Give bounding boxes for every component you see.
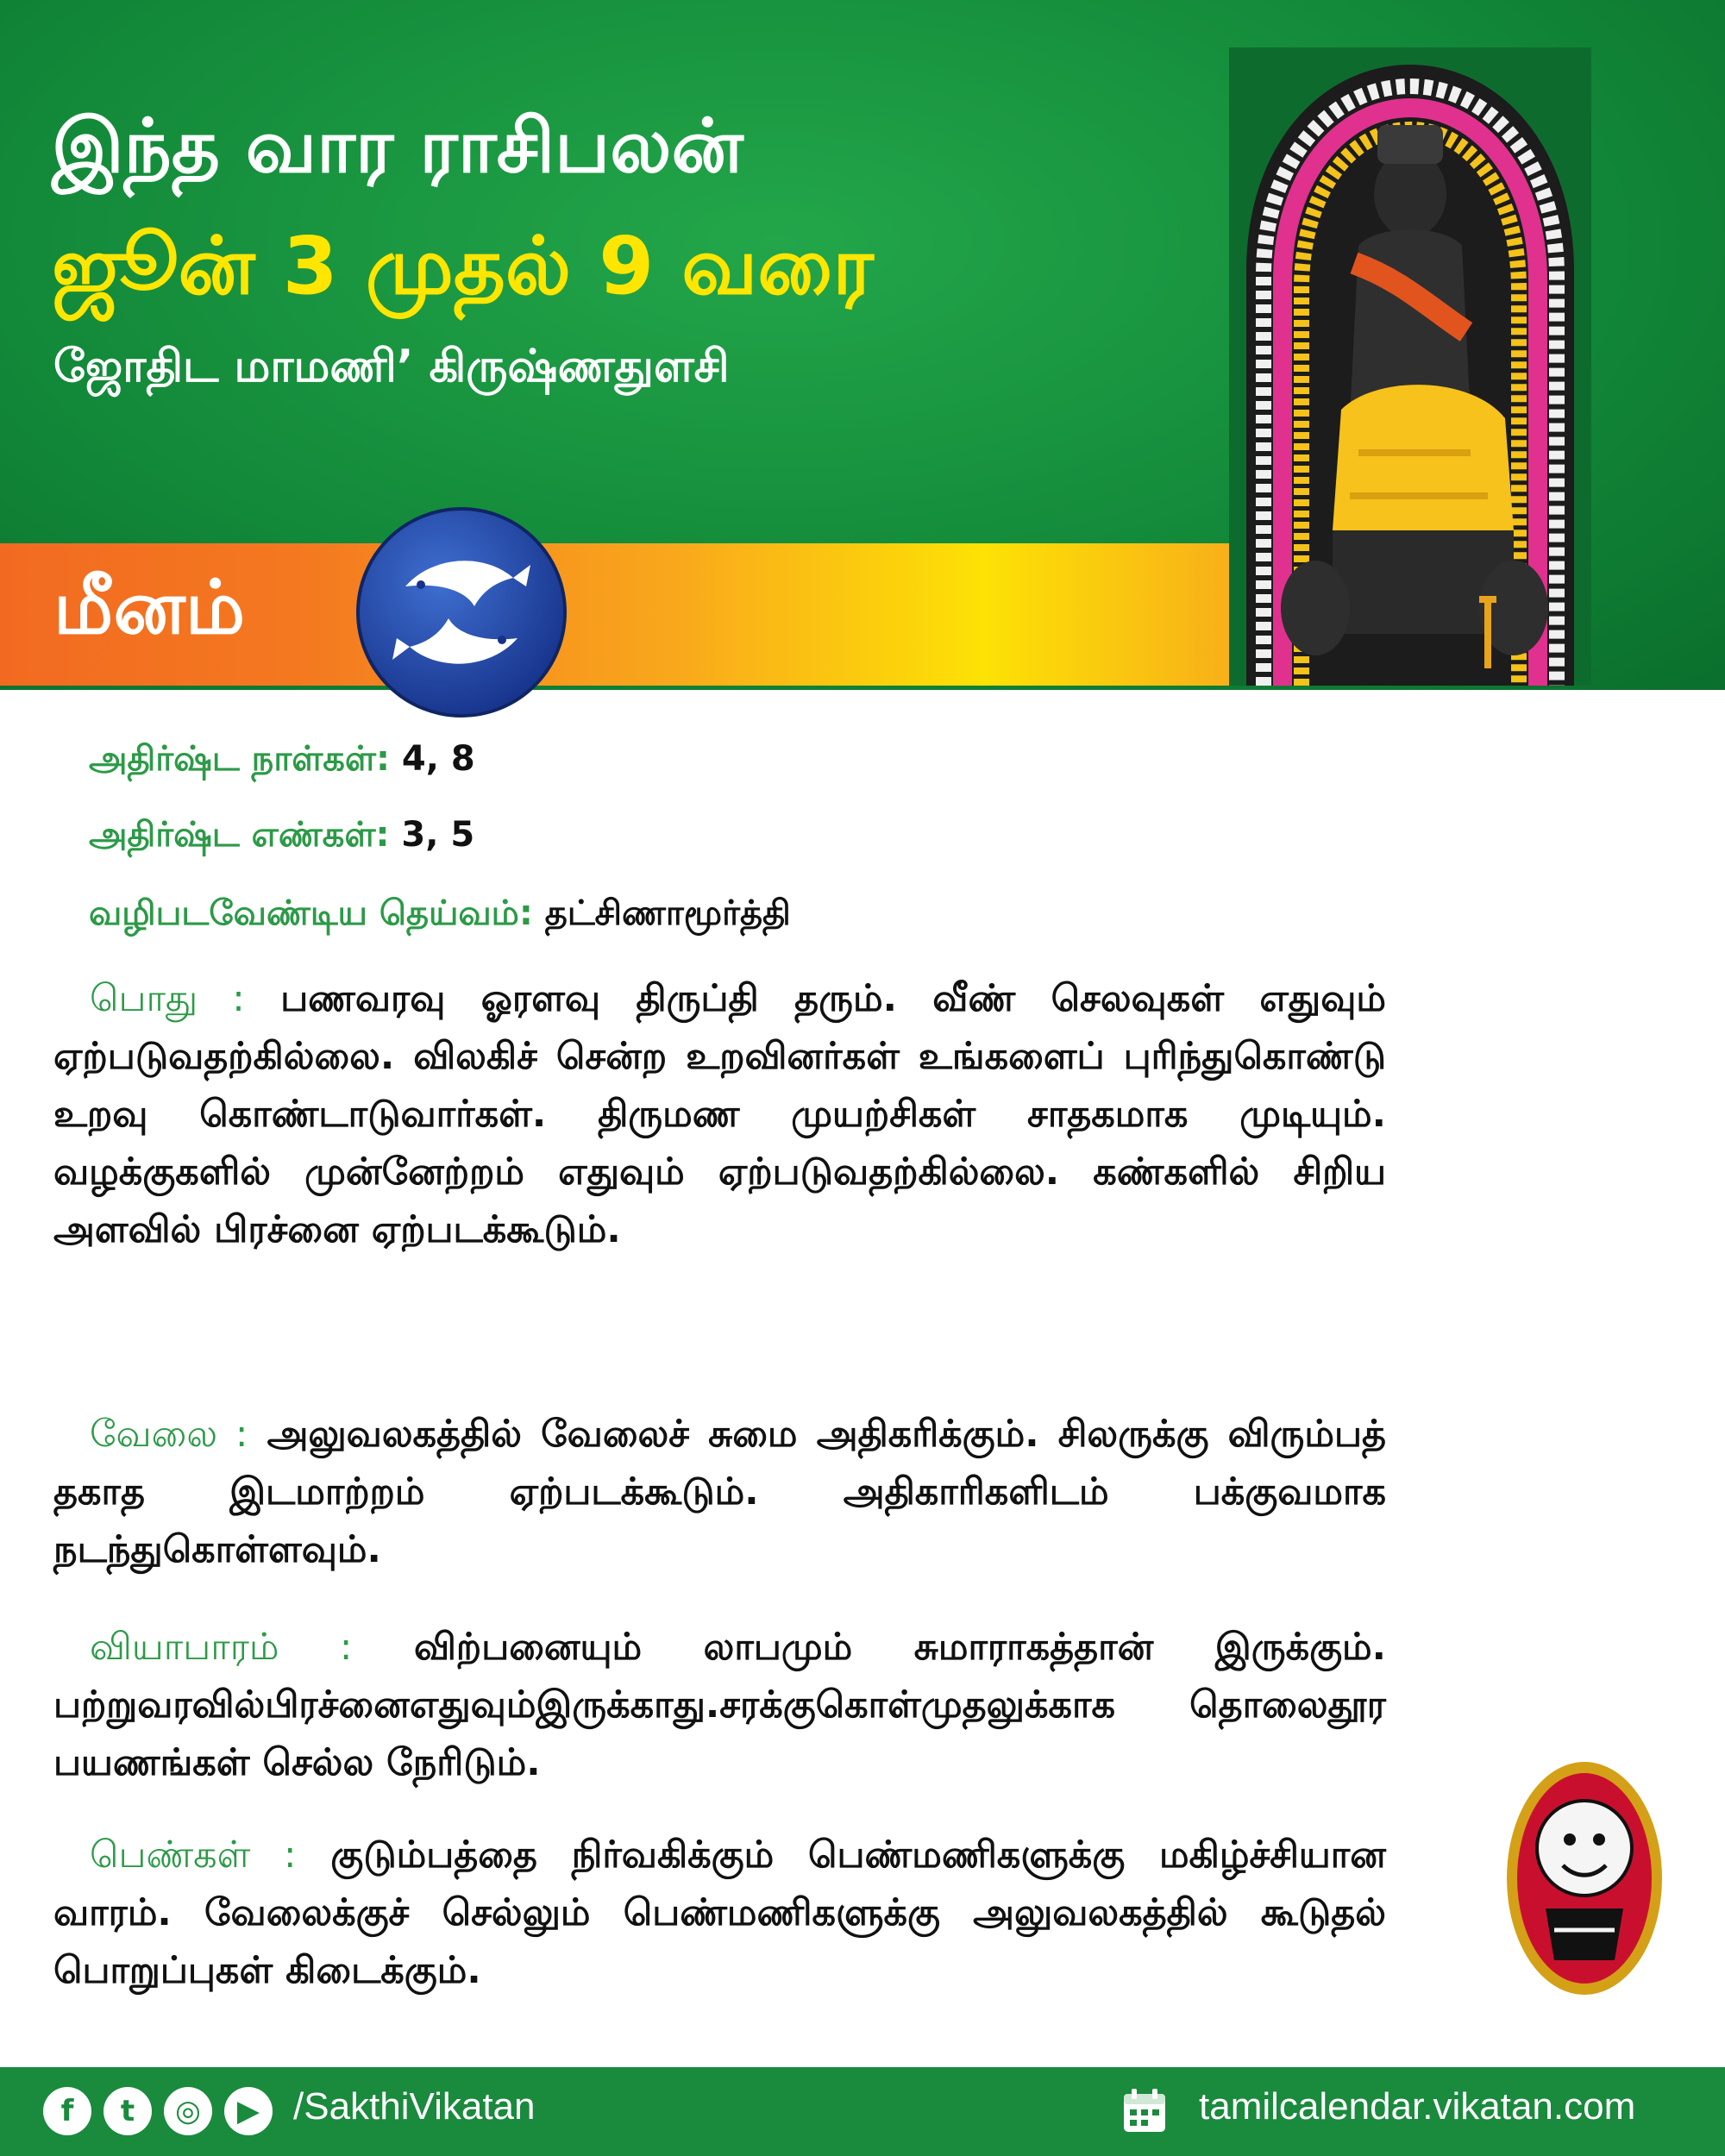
page-title: இந்த வார ராசிபலன்: [52, 103, 743, 190]
deity-row: [89, 893, 791, 937]
lucky-numbers-row: [89, 815, 474, 859]
deity-value: தட்சிணாமூர்த்தி: [544, 893, 791, 933]
facebook-icon[interactable]: f: [43, 2087, 91, 2135]
youtube-icon[interactable]: ▶: [224, 2087, 273, 2135]
instagram-icon[interactable]: ◎: [164, 2087, 212, 2135]
dakshinamurthy-deity-image: [1229, 47, 1591, 686]
section-work-label: வேலை :: [90, 1413, 248, 1456]
pisces-fish-icon: [354, 505, 569, 720]
sign-name: மீனம்: [53, 565, 246, 651]
section-women-text: குடும்பத்தை நிர்வகிக்கும் பெண்மணிகளுக்கு மகிழ்ச்சியான வாரம். வேலைக்குச் செல்லும் பெண்மணிகளுக்கு அலுவலகத்தில் கூடுதல் பொறுப்புகள் கிடைக்கும்.: [53, 1833, 1386, 1992]
section-general-label: பொது :: [90, 977, 245, 1020]
section-work-text: அலுவலகத்தில் வேலைச் சுமை அதிகரிக்கும். சிலருக்கு விரும்பத் தகாத இடமாற்றம் ஏற்படக்கூடும். அதிகாரிகளிடம் பக்குவமாக நடந்துகொள்ளவும்.: [53, 1413, 1386, 1571]
vikatan-mascot-logo: [1502, 1758, 1666, 1999]
calendar-icon: [1121, 2087, 1168, 2135]
section-business: [53, 1619, 1386, 1792]
section-women-label: பெண்கள் :: [90, 1833, 297, 1877]
date-range: ஜூன் 3 முதல் 9 வரை: [52, 220, 874, 312]
lucky-days-label: அதிர்ஷ்ட நாள்கள்:: [89, 739, 390, 779]
lucky-days-value: 4, 8: [401, 739, 475, 779]
section-business-text: விற்பனையும் லாபமும் சுமாராகத்தான் இருக்கும். பற்றுவரவில்பிரச்னைஎதுவும்இருக்காது.சரக்குகொள்முதலுக்காக தொலைதூர பயணங்கள் செல்ல நேரிடும்.: [53, 1626, 1386, 1784]
deity-label: வழிபடவேண்டிய தெய்வம்:: [89, 893, 533, 933]
section-business-label: வியாபாரம் :: [90, 1626, 353, 1669]
section-general: [53, 970, 1386, 1259]
section-work: [53, 1406, 1386, 1579]
lucky-numbers-label: அதிர்ஷ்ட எண்கள்:: [89, 815, 390, 855]
author-credit: ஜோதிட மாமணி’ கிருஷ்ணதுளசி: [53, 341, 730, 392]
section-women: [53, 1827, 1386, 2000]
lucky-numbers-value: 3, 5: [401, 815, 475, 855]
twitter-icon[interactable]: t: [104, 2087, 152, 2135]
lucky-days-row: [89, 739, 475, 783]
social-handle[interactable]: /SakthiVikatan: [293, 2085, 536, 2128]
section-general-text: பணவரவு ஓரளவு திருப்தி தரும். வீண் செலவுகள் எதுவும் ஏற்படுவதற்கில்லை. விலகிச் சென்ற உறவினர்கள் உங்களைப் புரிந்துகொண்டு உறவு கொண்டாடுவார்கள். திருமண முயற்சிகள் சாதகமாக முடியும். வழக்குகளில் முன்னேற்றம் எதுவும் ஏற்படுவதற்கில்லை. கண்களில் சிறிய அளவில் பிரச்னை ஏற்படக்கூடும்.: [53, 977, 1386, 1251]
website-link[interactable]: tamilcalendar.vikatan.com: [1199, 2085, 1636, 2128]
